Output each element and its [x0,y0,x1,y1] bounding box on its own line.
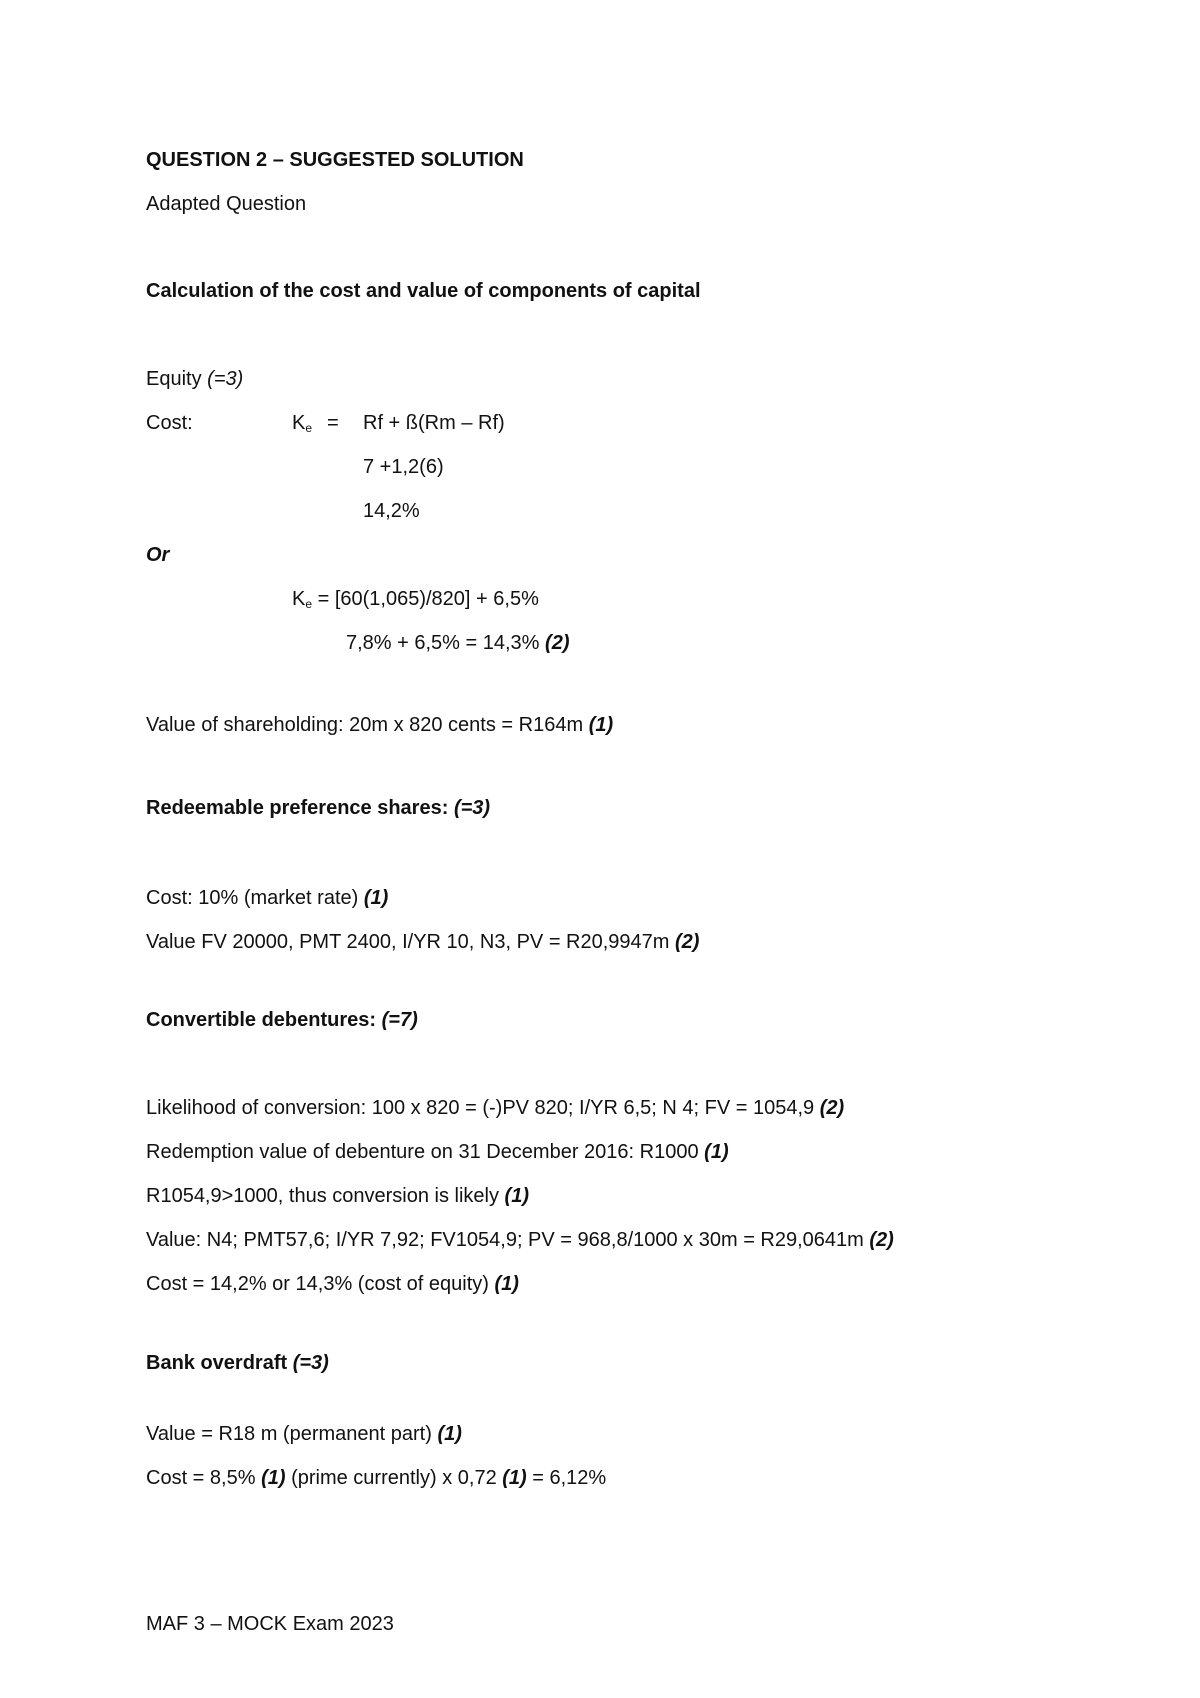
preference-cost-marks: (1) [363,887,389,909]
debentures-title: Convertible debentures: (=7) [146,1009,418,1031]
debenture-line: Value: N4; PMT57,6; I/YR 7,92; FV1054,9; PV = 968,8/1000 x 30m = R29,0641m (2) [146,1229,894,1251]
preference-cost: Cost: 10% (market rate) (1) [146,887,389,909]
preference-title-marks: (=3) [453,797,491,819]
equity-label-text: Equity [146,368,208,390]
overdraft-value: Value = R18 m (permanent part) (1) [146,1423,462,1445]
section-title: Calculation of the cost and value of components of capital [146,280,701,302]
overdraft-cost: Cost = 8,5% (1) (prime currently) x 0,72 (1) = 6,12% [146,1467,607,1489]
capm-result: 14,2% [363,500,420,522]
equity-label [146,367,243,391]
equals-sign: = [327,412,339,434]
page-heading: QUESTION 2 – SUGGESTED SOLUTION [146,149,524,171]
debenture-line: Cost = 14,2% or 14,3% (cost of equity) (1) [146,1273,519,1295]
equity-marks: (=3) [207,368,244,390]
page-footer: MAF 3 – MOCK Exam 2023 [146,1613,394,1635]
overdraft-title-marks: (=3) [292,1352,329,1374]
overdraft-title: Bank overdraft (=3) [146,1352,329,1374]
dgm-marks: (2) [545,632,570,654]
overdraft-value-marks: (1) [437,1423,462,1445]
subheading: Adapted Question [146,193,307,215]
capm-formula: Rf + ß(Rm – Rf) [363,412,505,434]
capm-step: 7 +1,2(6) [363,456,444,478]
shareholding-marks: (1) [588,714,614,736]
dgm-result: 7,8% + 6,5% = 14,3% (2) [346,632,570,654]
preference-value: Value FV 20000, PMT 2400, I/YR 10, N3, PV = R20,9947m (2) [146,931,700,953]
preference-value-marks: (2) [675,931,700,953]
equity-cost-line [146,411,1046,435]
debentures-title-marks: (=7) [381,1009,418,1031]
cost-label: Cost: [146,412,193,434]
debenture-line: Likelihood of conversion: 100 x 820 = (-)PV 820; I/YR 6,5; N 4; FV = 1054,9 (2) [146,1097,845,1119]
debenture-line: Redemption value of debenture on 31 December 2016: R1000 (1) [146,1141,729,1163]
or-label: Or [146,544,170,566]
shareholding-value: Value of shareholding: 20m x 820 cents = R164m (1) [146,714,614,736]
dgm-formula: $K_e = [60(1,065)/820] + 6,5\%$ [292,588,539,611]
debenture-line: R1054,9>1000, thus conversion is likely (1) [146,1185,529,1207]
preference-title: Redeemable preference shares: (=3) [146,797,491,819]
ke-symbol: $K_e$ [292,412,313,435]
